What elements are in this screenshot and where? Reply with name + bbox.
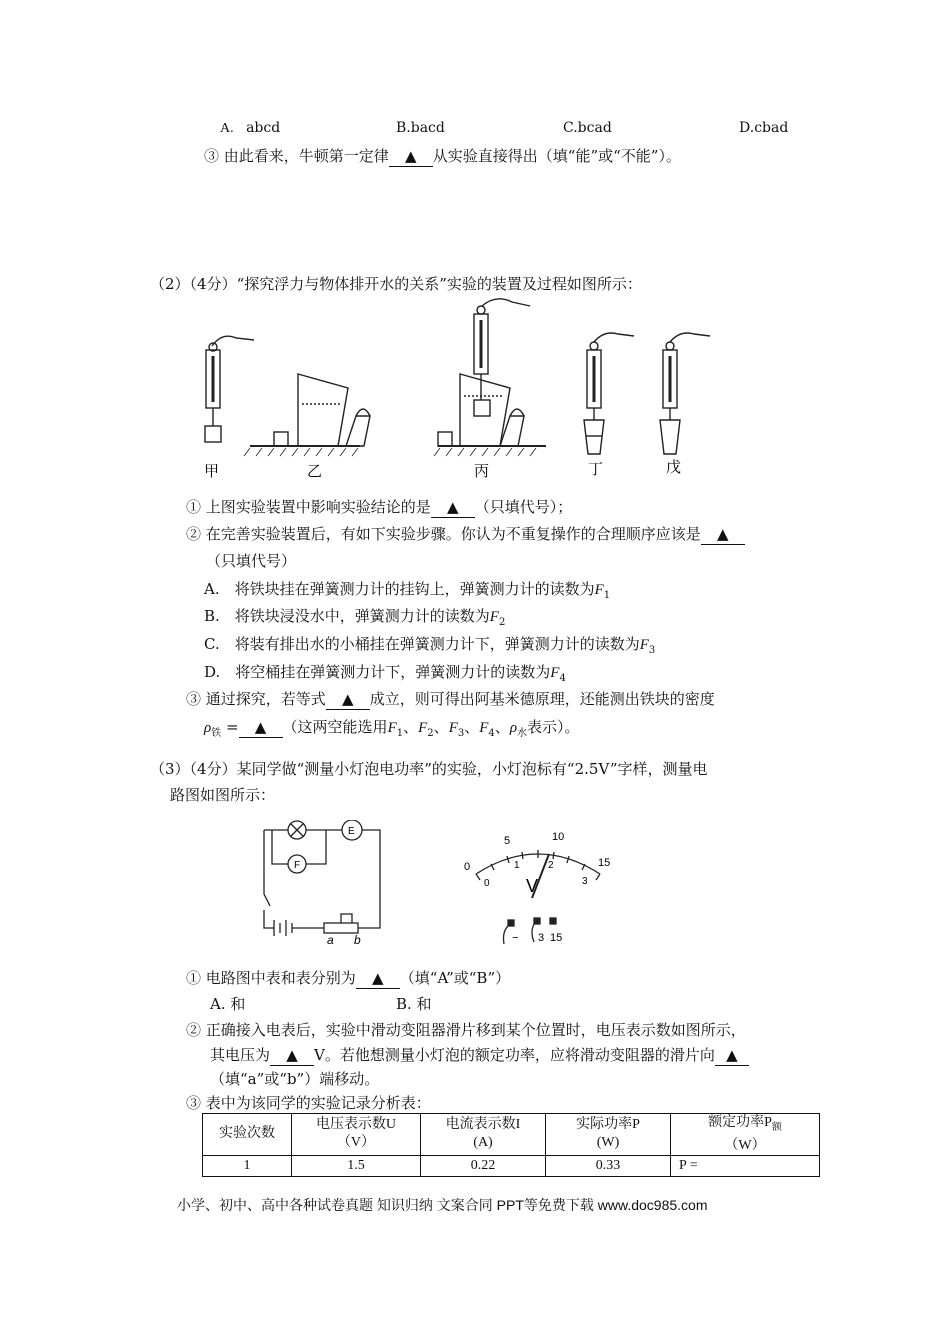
q3-option-a: A. 和 [210,995,246,1013]
cell-voltage: 1.5 [292,1155,421,1176]
q3-item2-line3: （填“a”或“b”）端移动。 [210,1070,380,1088]
option-a-text: abcd [246,120,281,136]
answer-blank[interactable]: ▲ [431,497,475,518]
outer-tick-15: 15 [598,857,611,869]
option-b-letter: B. [396,120,411,136]
circuit-diagram [250,820,390,950]
footer-link[interactable]: 小学、初中、高中各种试卷真题 知识归纳 文案合同 PPT等免费下载 www.doc985.com [177,1197,708,1213]
answer-blank[interactable]: ▲ [715,1045,749,1066]
outer-tick-0: 0 [464,861,471,873]
q2-item2: ② 在完善实验装置后，有如下实验步骤。你认为不重复操作的合理顺序应该是 ▲ [186,524,745,545]
answer-blank[interactable]: ▲ [270,1045,314,1066]
answer-blank[interactable]: ▲ [389,146,433,167]
step-a: A. 将铁块挂在弹簧测力计的挂钩上，弹簧测力计的读数为$F_1$ [204,580,611,601]
q2-item3: ③ 通过探究，若等式 ▲ 成立，则可得出阿基米德原理，还能测出铁块的密度 [186,690,715,708]
inner-tick-3: 3 [582,876,588,887]
figure-label-wu: 戊 [666,459,682,476]
circuit-label-e: E [348,826,355,837]
header-rated-power: 额定功率$P_额$ （W） [671,1114,820,1156]
figure-label-yi: 乙 [307,463,323,480]
table-header-row [203,1114,820,1156]
q3-title-line2: 路图如图所示： [170,786,276,804]
cell-rated-power[interactable]: P = [671,1155,820,1176]
cell-trial: 1 [203,1155,292,1176]
q2-rho-line: $\rho_铁$ = ▲ （这两空能选用$F_1$、$F_2$、$F_3$、$F_4$、$\rho_水$表示）。 [204,718,580,739]
buoyancy-experiment-figure [190,296,730,482]
inner-tick-1: 1 [514,860,520,871]
option-d-letter: D. [739,120,755,136]
cell-actual-power: 0.33 [546,1155,671,1176]
figure-label-ding: 丁 [588,461,604,478]
answer-blank[interactable]: ▲ [701,524,745,545]
inner-tick-2: 2 [548,860,554,871]
step-d: D. 将空桶挂在弹簧测力计下，弹簧测力计的读数为$F_4$ [204,663,566,684]
q2-item1: ① 上图实验装置中影响实验结论的是 ▲ （只填代号）； [186,498,573,516]
terminal-15: 15 [550,932,563,944]
option-a-letter: A. [220,121,234,136]
record-table [202,1113,820,1177]
step-b: B. 将铁块浸没水中，弹簧测力计的读数为$F_2$ [204,607,506,628]
q3-option-b: B. 和 [396,995,432,1013]
voltmeter-dial [458,826,618,948]
header-actual-power: 实际功率P (W) [546,1114,671,1156]
figure-label-jia: 甲 [204,463,220,480]
unit-v: V [526,876,539,896]
outer-tick-5: 5 [504,835,511,847]
q3-item1: ① 电路图中表和表分别为 ▲ （填“A”或“B”） [186,969,511,987]
circuit-label-a: a [327,933,334,947]
inner-tick-0: 0 [484,878,490,889]
answer-blank[interactable]: ▲ [239,717,283,738]
q3-item2-line1: ② 正确接入电表后，实验中滑动变阻器滑片移到某个位置时，电压表示数如图所示， [186,1021,746,1039]
q2-title: （2）（4分）“探究浮力与物体排开水的关系”实验的装置及过程如图所示： [150,275,642,293]
circuit-label-f: F [294,860,301,871]
header-voltage: 电压表示数U （V） [292,1114,421,1156]
option-b-text: bacd [410,120,445,136]
q3-item2-line2: 其电压为 ▲ V。若他想测量小灯泡的额定功率，应将滑动变阻器的滑片向 ▲ [210,1045,749,1066]
option-c-text: bcad [577,120,612,136]
figure-label-bing: 丙 [474,463,490,480]
table-row [203,1155,820,1176]
answer-blank[interactable]: ▲ [326,689,370,710]
terminal-minus: − [512,932,519,944]
q3-title-line1: （3）（4分）某同学做“测量小灯泡电功率”的实验，小灯泡标有“2.5V”字样，测量电 [150,760,708,778]
q2-item2-tail: （只填代号） [206,552,297,570]
option-d-text: cbad [754,120,789,136]
header-trial: 实验次数 [203,1114,292,1156]
terminal-3: 3 [538,932,545,944]
outer-tick-10: 10 [552,831,565,843]
q3-item3: ③ 表中为该同学的实验记录分析表： [186,1094,431,1112]
header-current: 电流表示数I (A) [421,1114,546,1156]
circuit-label-b: b [354,933,361,947]
cell-current: 0.22 [421,1155,546,1176]
q1-item3: ③ 由此看来，牛顿第一定律 ▲ 从实验直接得出（填“能”或“不能”）。 [204,147,681,165]
step-c: C. 将装有排出水的小桶挂在弹簧测力计下，弹簧测力计的读数为$F_3$ [204,635,656,656]
answer-blank[interactable]: ▲ [356,968,400,989]
option-c-letter: C. [563,120,578,136]
